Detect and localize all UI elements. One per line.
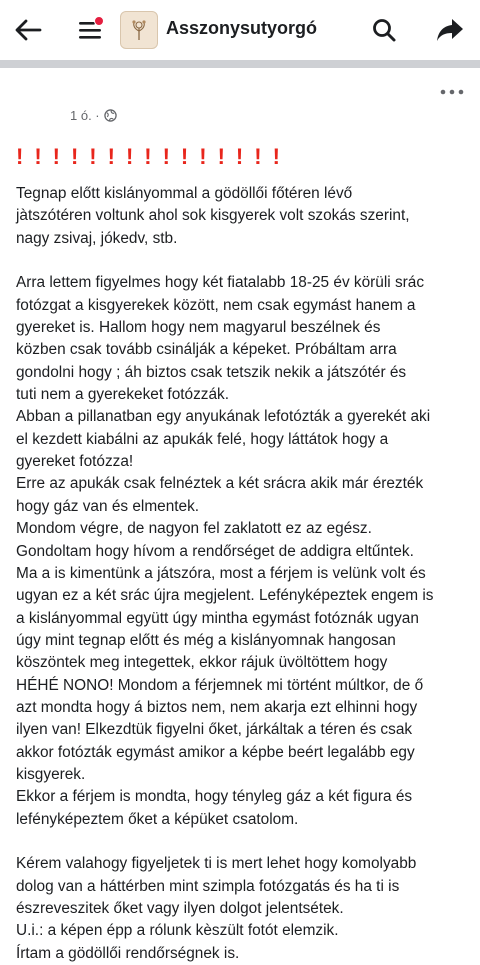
top-app-bar — [0, 0, 480, 58]
post-body — [16, 183, 468, 965]
section-divider — [0, 60, 480, 68]
share-button[interactable] — [430, 12, 470, 48]
menu-button[interactable] — [72, 12, 108, 48]
post-paragraph: Tegnap előtt kislányommal a gödöllői főtéren lévő jàtszótéren voltunk ahol sok kisgyerek volt szokás szerint, nagy zsivaj, jókedv, stb. — [16, 185, 410, 247]
share-arrow-icon — [435, 17, 465, 43]
post-paragraph: Arra lettem figyelmes hogy két fiatalabb 18-25 év körüli srác fotózgat a kisgyerekek között, nem csak egymást hanem a gyereket is. Hallom hogy nem magyarul beszélnek és közben csak tovább csinálják a képeket. Próbáltam arra gondolni hogy ; áh biztos csak tetszik nekik a játszótér és tuti nem a gyerekeket fotózzák. Abban a pillanatban egy anyukának lefotózták a gyerekét aki el kezdett kiabálni az apukák felé, hogy láttátok hogy a gyereket fotózza! Erre az apukák csak felnéztek a két srácra akik már érezték hogy gáz van és elmentek. Mondom végre, de nagyon fel zaklatott ez az egész. Gondoltam hogy hívom a rendőrséget de addigra eltűntek. Ma a is kimentünk a játszóra, most a férjem is velünk volt és ugyan ez a két srác újra megjelent. Lefényképeztek engem is a kislányommal együtt úgy mintha egymást fotóznák ugyan úgy mint tegnap előtt és még a kislányomnak hangosan köszöntek meg integettek, ekkor rájuk üvöltöttem hogy HÉHÉ NONO! Mondom a férjemnek mi történt múltkor, de ő azt mondta hogy á biztos nem, nem akarja ezt elhinni hogy ilyen van! Elkezdtük figyelni őket, járkáltak a téren és csak akkor fotózták egymást amikor a képbe beért legalább egy kisgyerek. Ekkor a férjem is mondta, hogy tényleg gáz a két figura és lefényképeztem őket a képüket csatolom. — [16, 274, 434, 828]
ellipsis-icon — [440, 89, 464, 95]
group-avatar[interactable] — [120, 11, 158, 49]
group-name[interactable]: Asszonysutyorgó — [166, 18, 318, 38]
arrow-left-icon — [14, 18, 42, 42]
post-paragraph: Kérem valahogy figyeljetek ti is mert lehet hogy komolyabb dolog van a háttérben mint szimpla fotózgatás és ha ti is észreveszitek őket vagy ilyen dolgot jelentsétek. U.i.: a képen épp a rólunk kèszült fotót elemzik. Írtam a gödöllői rendőrségnek is. — [16, 855, 417, 962]
search-icon — [371, 17, 397, 43]
notification-dot — [94, 16, 104, 26]
search-button[interactable] — [366, 12, 402, 48]
post-options-button[interactable] — [436, 84, 468, 100]
post-timestamp[interactable]: 1 ó. · — [70, 107, 100, 123]
flower-logo-icon — [126, 17, 152, 43]
post-meta — [70, 106, 117, 124]
exclamation-banner: !!!!!!!!!!!!!!! — [16, 144, 291, 169]
back-button[interactable] — [10, 12, 46, 48]
globe-icon[interactable] — [104, 109, 117, 122]
